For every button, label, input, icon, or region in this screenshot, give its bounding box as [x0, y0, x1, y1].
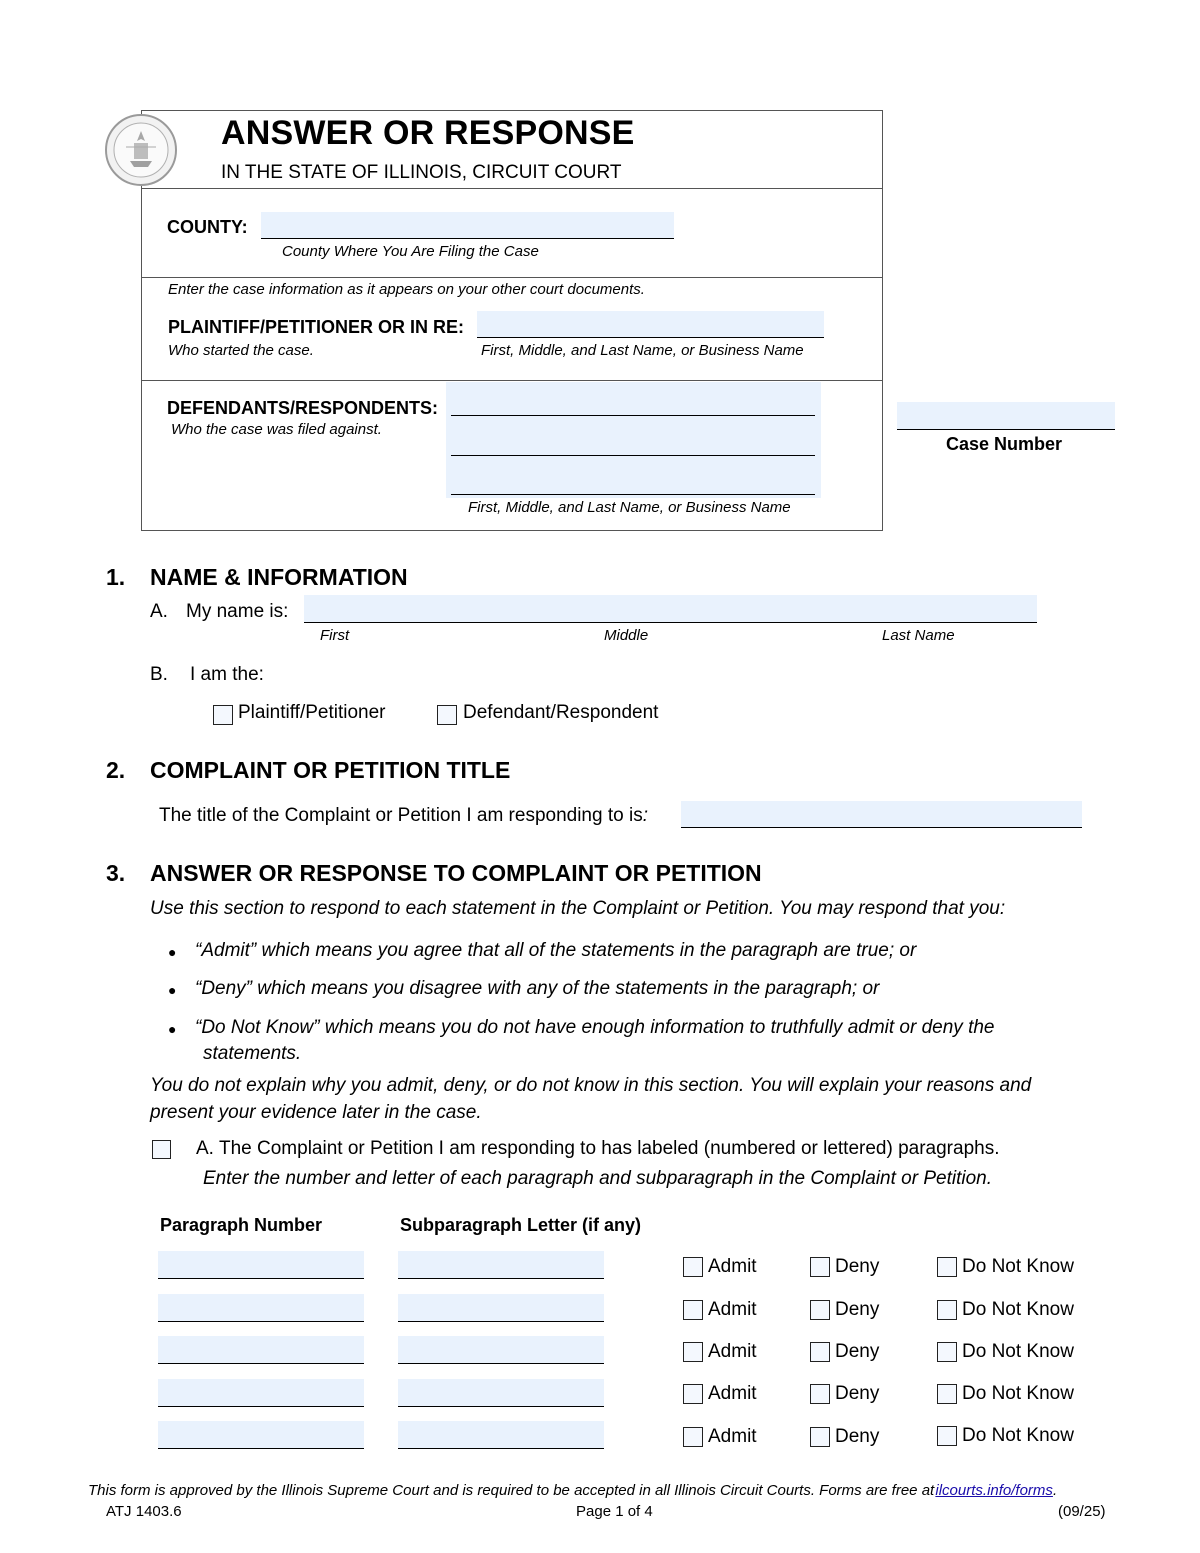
- section3-title: ANSWER OR RESPONSE TO COMPLAINT OR PETITION: [150, 860, 762, 886]
- paragraph-input[interactable]: [158, 1379, 364, 1407]
- admit-checkbox[interactable]: [683, 1342, 703, 1362]
- subparagraph-input[interactable]: [398, 1294, 604, 1322]
- defendants-hint: First, Middle, and Last Name, or Business Name: [468, 499, 791, 516]
- col-paragraph-header: Paragraph Number: [160, 1215, 323, 1235]
- subparagraph-input[interactable]: [398, 1336, 604, 1364]
- section2-number: 2.: [106, 757, 126, 783]
- form-subtitle: IN THE STATE OF ILLINOIS, CIRCUIT COURT: [221, 162, 622, 183]
- admit-checkbox[interactable]: [683, 1257, 703, 1277]
- bullet-dot-1: ●: [168, 944, 177, 960]
- paragraph-input[interactable]: [158, 1294, 364, 1322]
- defendant-checkbox[interactable]: [437, 705, 457, 725]
- bullet-do-not-know: “Do Not Know” which means you do not have enough information to truthfully admit or deny the: [195, 1017, 995, 1038]
- do-not-know-label: Do Not Know: [962, 1299, 1074, 1320]
- section1-b-letter: B.: [150, 664, 168, 685]
- admit-label: Admit: [708, 1256, 757, 1277]
- form-date: (09/25): [1058, 1503, 1106, 1520]
- plaintiff-label: PLAINTIFF/PETITIONER OR IN RE:: [168, 317, 464, 337]
- option-a-letter: A.: [196, 1138, 214, 1159]
- footer-period: .: [1052, 1482, 1058, 1499]
- deny-checkbox[interactable]: [810, 1342, 830, 1362]
- deny-checkbox[interactable]: [810, 1300, 830, 1320]
- deny-checkbox[interactable]: [810, 1384, 830, 1404]
- subparagraph-input[interactable]: [398, 1251, 604, 1279]
- deny-label: Deny: [835, 1426, 880, 1447]
- bullet-dot-2: ●: [168, 982, 177, 998]
- deny-label: Deny: [835, 1299, 880, 1320]
- role-label: I am the:: [190, 664, 264, 685]
- bullet-do-not-know-cont: statements.: [203, 1043, 302, 1064]
- admit-label: Admit: [708, 1341, 757, 1362]
- deny-label: Deny: [835, 1341, 880, 1362]
- deny-checkbox[interactable]: [810, 1427, 830, 1447]
- case-number-input[interactable]: [897, 402, 1115, 430]
- admit-label: Admit: [708, 1383, 757, 1404]
- bullet-deny: “Deny” which means you disagree with any of the statements in the paragraph; or: [195, 978, 880, 999]
- name-part-first: First: [320, 627, 350, 644]
- complaint-title-input[interactable]: [681, 801, 1082, 828]
- paragraph-input[interactable]: [158, 1251, 364, 1279]
- plaintiff-checkbox[interactable]: [213, 705, 233, 725]
- complaint-title-colon: :: [642, 805, 648, 826]
- county-hint: County Where You Are Filing the Case: [282, 243, 539, 260]
- defendants-label: DEFENDANTS/RESPONDENTS:: [167, 398, 439, 418]
- footer-note-text: This form is approved by the Illinois Supreme Court and is required to be accepted in all Illinois Circuit Courts. Forms are free at: [88, 1482, 935, 1499]
- case-info-note: Enter the case information as it appears on your other court documents.: [168, 281, 645, 298]
- bullet-admit: “Admit” which means you agree that all of the statements in the paragraph are true; or: [195, 940, 917, 961]
- section1-title: NAME & INFORMATION: [150, 564, 408, 590]
- paragraph-input[interactable]: [158, 1336, 364, 1364]
- section3-intro: Use this section to respond to each statement in the Complaint or Petition. You may respond that you:: [150, 898, 1006, 919]
- plaintiff-sublabel: Who started the case.: [168, 342, 314, 359]
- explain-line-2: present your evidence later in the case.: [150, 1102, 482, 1123]
- name-part-middle: Middle: [604, 627, 649, 644]
- do-not-know-checkbox[interactable]: [937, 1342, 957, 1362]
- bullet-dot-3: ●: [168, 1021, 177, 1037]
- name-input[interactable]: [304, 595, 1037, 623]
- do-not-know-label: Do Not Know: [962, 1383, 1074, 1404]
- forms-link[interactable]: ilcourts.info/forms: [935, 1482, 1053, 1499]
- court-seal: [104, 113, 178, 187]
- case-number-label: Case Number: [946, 434, 1063, 454]
- admit-checkbox[interactable]: [683, 1300, 703, 1320]
- deny-checkbox[interactable]: [810, 1257, 830, 1277]
- admit-label: Admit: [708, 1299, 757, 1320]
- plaintiff-input[interactable]: [477, 311, 824, 338]
- defendants-field-bg: [446, 382, 821, 498]
- footer-note: [88, 1482, 1057, 1499]
- option-a-checkbox[interactable]: [152, 1140, 171, 1159]
- do-not-know-label: Do Not Know: [962, 1341, 1074, 1362]
- subparagraph-input[interactable]: [398, 1379, 604, 1407]
- plaintiff-role-label: Plaintiff/Petitioner: [238, 702, 386, 723]
- plaintiff-hint: First, Middle, and Last Name, or Business Name: [481, 342, 804, 359]
- do-not-know-checkbox[interactable]: [937, 1426, 957, 1446]
- defendant-input-3[interactable]: [451, 494, 815, 495]
- defendant-role-label: Defendant/Respondent: [463, 702, 659, 723]
- option-a-hint: Enter the number and letter of each paragraph and subparagraph in the Complaint or Petition.: [203, 1168, 993, 1189]
- section1-a-letter: A.: [150, 601, 168, 622]
- do-not-know-checkbox[interactable]: [937, 1257, 957, 1277]
- explain-line-1: You do not explain why you admit, deny, or do not know in this section. You will explain your reasons and: [150, 1075, 1032, 1096]
- admit-checkbox[interactable]: [683, 1384, 703, 1404]
- section3-number: 3.: [106, 860, 126, 886]
- defendant-input-1[interactable]: [451, 415, 815, 416]
- section2-title: COMPLAINT OR PETITION TITLE: [150, 757, 511, 783]
- form-title: ANSWER OR RESPONSE: [221, 114, 635, 152]
- page-number: Page 1 of 4: [576, 1503, 653, 1520]
- form-id: ATJ 1403.6: [106, 1503, 182, 1520]
- admit-checkbox[interactable]: [683, 1427, 703, 1447]
- county-input[interactable]: [261, 212, 674, 239]
- defendants-sublabel: Who the case was filed against.: [171, 421, 382, 438]
- do-not-know-checkbox[interactable]: [937, 1384, 957, 1404]
- complaint-title-label: [159, 805, 648, 827]
- option-a-label: The Complaint or Petition I am responding to has labeled (numbered or lettered) paragraphs.: [219, 1138, 1000, 1159]
- name-part-last: Last Name: [882, 627, 955, 644]
- defendant-input-2[interactable]: [451, 455, 815, 456]
- deny-label: Deny: [835, 1383, 880, 1404]
- do-not-know-label: Do Not Know: [962, 1256, 1074, 1277]
- complaint-title-label-text: The title of the Complaint or Petition I am responding to is: [159, 805, 643, 826]
- admit-label: Admit: [708, 1426, 757, 1447]
- section1-number: 1.: [106, 564, 126, 590]
- county-label: COUNTY:: [167, 217, 248, 237]
- deny-label: Deny: [835, 1256, 880, 1277]
- do-not-know-checkbox[interactable]: [937, 1300, 957, 1320]
- col-subparagraph-header: Subparagraph Letter (if any): [400, 1215, 642, 1235]
- name-label: My name is:: [186, 601, 289, 622]
- seal-icon: [104, 113, 178, 187]
- do-not-know-label: Do Not Know: [962, 1425, 1074, 1446]
- subparagraph-input[interactable]: [398, 1421, 604, 1449]
- paragraph-input[interactable]: [158, 1421, 364, 1449]
